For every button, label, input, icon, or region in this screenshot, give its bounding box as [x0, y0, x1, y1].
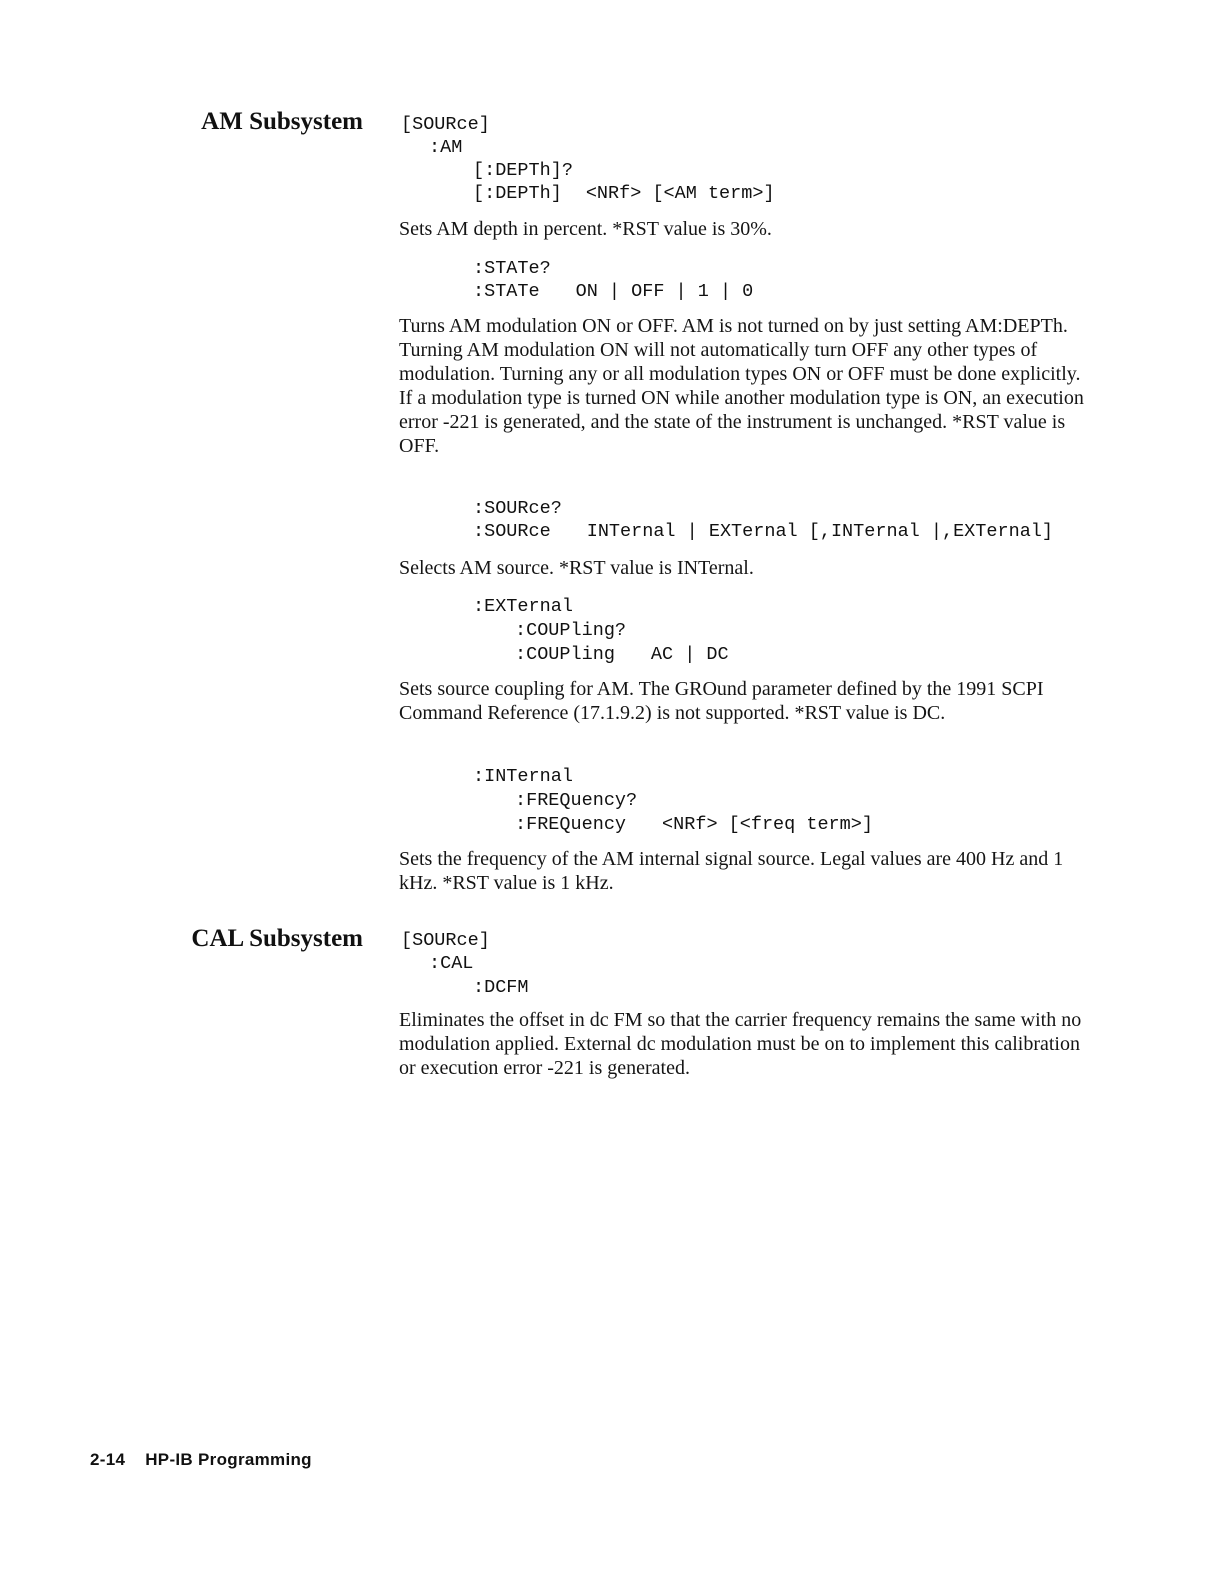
am-depth-command-name: [:DEPTh]: [473, 183, 562, 204]
am-coupling-description: Sets source coupling for AM. The GROund parameter defined by the 1991 SCPI Command Reference (17.1.9.2) is not supported. *RST value is DC.: [399, 678, 1044, 724]
footer-section-title: HP-IB Programming: [145, 1450, 312, 1469]
cal-source-keyword: [SOURce]: [401, 930, 490, 951]
am-frequency-command-name: :FREQuency: [515, 814, 627, 835]
am-source-command: [473, 521, 1053, 542]
am-state-description: Turns AM modulation ON or OFF. AM is not turned on by just setting AM:DEPTh. Turning AM modulation ON will not automatically turn OFF any other types of modulation. Turning any or all modulation types ON or OFF must be done explicitly. If a modulation type is turned ON while another modulation type is ON, an execution error -221 is generated, and the state of the instrument is unchanged. *RST value is OFF.: [399, 315, 1084, 457]
cal-dcfm-node: :DCFM: [473, 977, 529, 998]
am-coupling-query: :COUPling?: [515, 620, 627, 641]
am-source-command-name: :SOURce: [473, 521, 551, 542]
am-source-query: :SOURce?: [473, 498, 562, 519]
am-frequency-command: [515, 814, 873, 835]
am-state-command-name: :STATe: [473, 281, 540, 302]
am-coupling-args: AC | DC: [650, 644, 729, 665]
am-state-args: ON | OFF | 1 | 0: [575, 281, 754, 302]
am-source-args: INTernal | EXTernal [,INTernal |,EXTernal]: [586, 521, 1053, 542]
cal-subsystem-heading: CAL Subsystem: [191, 925, 363, 952]
am-source-description: Selects AM source. *RST value is INTernal.: [399, 557, 754, 579]
am-depth-command: [473, 183, 775, 204]
cal-node: :CAL: [429, 953, 474, 974]
am-depth-query: [:DEPTh]?: [473, 160, 573, 181]
am-depth-args: <NRf> [<AM term>]: [585, 183, 775, 204]
am-frequency-description: Sets the frequency of the AM internal signal source. Legal values are 400 Hz and 1 kHz. *RST value is 1 kHz.: [399, 848, 1064, 894]
am-external-node: :EXTernal: [473, 596, 573, 617]
am-state-command: [473, 281, 753, 302]
am-state-query: :STATe?: [473, 258, 551, 279]
page-number: 2-14: [90, 1450, 126, 1469]
am-subsystem-heading: AM Subsystem: [201, 108, 363, 135]
am-node: :AM: [429, 137, 463, 158]
am-internal-node: :INTernal: [473, 766, 573, 787]
am-coupling-command-name: :COUPling: [515, 644, 615, 665]
am-depth-description: Sets AM depth in percent. *RST value is 30%.: [399, 218, 772, 240]
page-footer: [90, 1450, 312, 1470]
am-coupling-command: [515, 644, 729, 665]
am-frequency-query: :FREQuency?: [515, 790, 638, 811]
am-frequency-args: <NRf> [<freq term>]: [662, 814, 873, 835]
am-source-keyword: [SOURce]: [401, 114, 490, 135]
cal-dcfm-description: Eliminates the offset in dc FM so that the carrier frequency remains the same with no modulation applied. External dc modulation must be on to implement this calibration or execution error -221 is generated.: [399, 1009, 1082, 1079]
